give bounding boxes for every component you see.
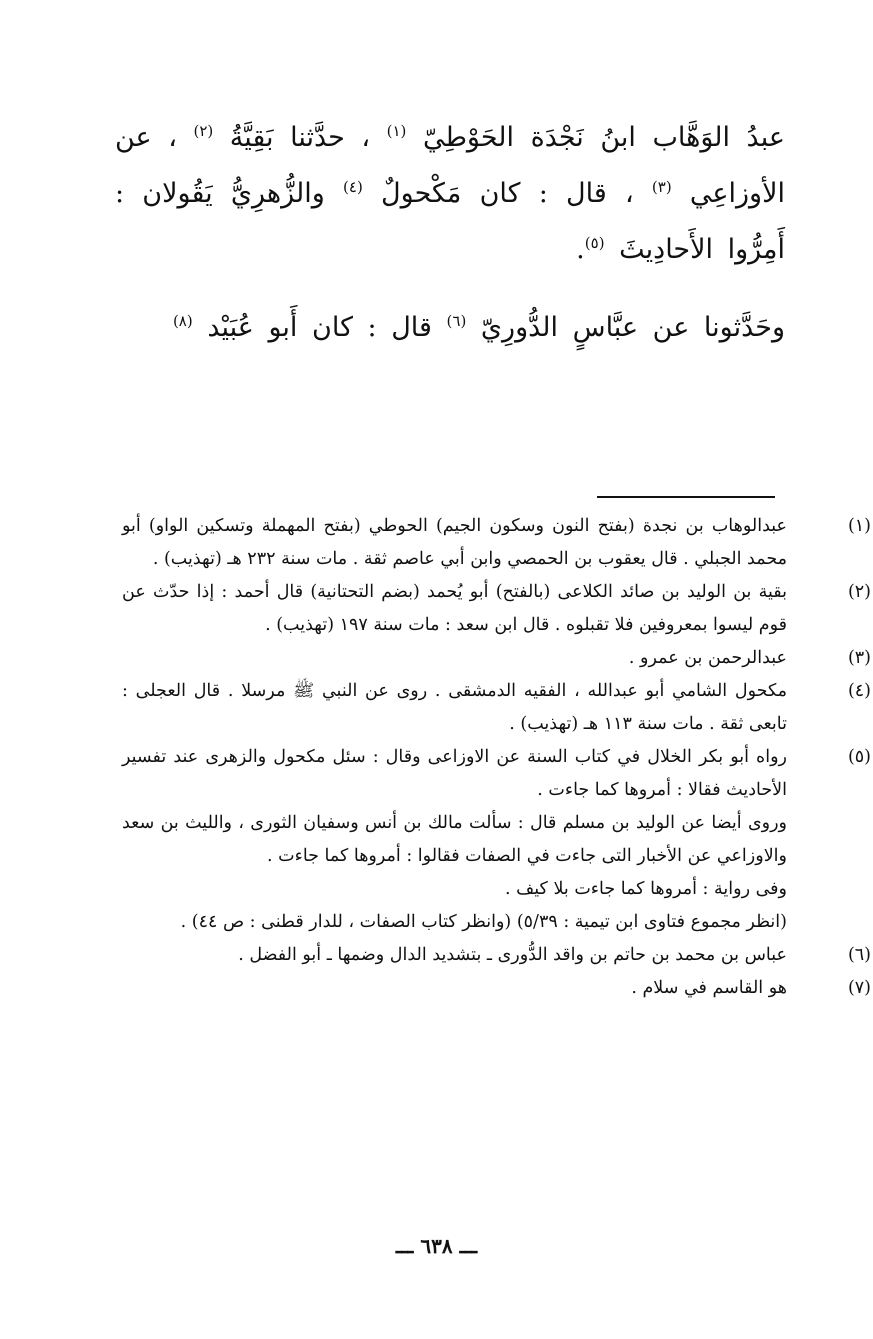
footnote-ref[interactable]: (٣) xyxy=(651,178,672,196)
footnote-text xyxy=(122,741,787,939)
footnote-line: رواه أبو بكر الخلال في كتاب السنة عن الاوزاعى وقال : سئل مكحول والزهرى عند تفسير الأحاديث فقالا : أمروها كما جاءت . xyxy=(122,747,787,800)
footnote-ref[interactable]: (٤) xyxy=(343,178,363,196)
footnote-ref[interactable]: (١) xyxy=(386,122,407,140)
footnote-text: عبدالوهاب بن نجدة (بفتح النون وسكون الجيم) الحوطي (بفتح المهملة وتسكين الواو) أبو محمد الجبلي . قال يعقوب بن الحمصي وابن أبي عاصم ثقة . مات سنة ٢٣٢ هـ (تهذيب) . xyxy=(122,516,787,569)
footnote-text: مكحول الشامي أبو عبدالله ، الفقيه الدمشقى . روى عن النبي ﷺ مرسلا . قال العجلى : تابعى ثقة . مات سنة ١١٣ هـ (تهذيب) . xyxy=(122,681,787,734)
main-paragraph-1 xyxy=(115,110,785,278)
footnote-text: عبدالرحمن بن عمرو . xyxy=(628,648,787,668)
footnote-ref[interactable]: (٥) xyxy=(584,234,605,252)
footnote-number: (١) xyxy=(847,516,871,536)
footnote-6 xyxy=(122,939,871,972)
text-segment: ، قال : كان مَكْحولٌ xyxy=(381,178,634,209)
footnote-line: (انظر مجموع فتاوى ابن تيمية : ٥/٣٩) (وانظر كتاب الصفات ، للدار قطنى : ص ٤٤) . xyxy=(180,912,787,932)
footnote-ref[interactable]: (٢) xyxy=(193,122,214,140)
footnote-ref[interactable]: (٨) xyxy=(172,312,193,330)
text-segment: قال : كان أَبو عُبَيْد xyxy=(207,312,432,343)
footnote-line: وروى أيضا عن الوليد بن مسلم قال : سألت مالك بن أنس وسفيان الثورى ، والليث بن سعد والاوزاعي عن الأخبار التى جاءت في الصفات فقالوا : أمروها كما جاءت . xyxy=(122,813,787,866)
footnote-5 xyxy=(122,741,871,939)
footnote-ref[interactable]: (٦) xyxy=(446,312,467,330)
footnote-7 xyxy=(122,972,871,1005)
footnote-number: (٧) xyxy=(847,978,871,998)
footnote-3 xyxy=(122,642,871,675)
footnote-number: (٦) xyxy=(847,945,871,965)
footnote-line: وفى رواية : أمروها كما جاءت بلا كيف . xyxy=(505,879,787,899)
footnote-number: (٢) xyxy=(847,582,871,602)
text-segment: والزُّهرِيُّ يَقُولان : أَمِرُّوا الأَحادِيثَ xyxy=(115,178,785,265)
footnote-4 xyxy=(122,675,871,741)
main-text xyxy=(115,110,785,356)
text-segment: . xyxy=(576,234,585,265)
footnote-text: عباس بن محمد بن حاتم بن واقد الدُّورى ـ بتشديد الدال وضمها ـ أبو الفضل . xyxy=(238,945,787,965)
footnote-separator xyxy=(597,496,775,498)
footnote-text: بقية بن الوليد بن صائد الكلاعى (بالفتح) أبو يُحمد (بضم التحتانية) قال أحمد : إذا حدّث عن قوم ليسوا بمعروفين فلا تقبلوه . قال ابن سعد : مات سنة ١٩٧ (تهذيب) . xyxy=(122,582,787,635)
footnote-1 xyxy=(122,510,871,576)
text-segment: وحَدَّثونا عن عبَّاسٍ الدُّورِيّ xyxy=(480,312,785,343)
footnote-number: (٥) xyxy=(847,747,871,767)
text-segment: ، عن الأوزاعِي xyxy=(115,122,785,209)
text-segment: عبدُ الوَهَّاب ابنُ نَجْدَة الحَوْطِيّ xyxy=(422,122,785,153)
footnote-text: هو القاسم في سلام . xyxy=(631,978,787,998)
text-segment: ، حدَّثنا بَقِيَّةُ xyxy=(229,122,371,153)
footnote-number: (٤) xyxy=(847,681,871,701)
main-paragraph-2 xyxy=(115,300,785,356)
page-number: ـــ ٦٣٨ ـــ xyxy=(395,1234,478,1258)
footnote-number: (٣) xyxy=(847,648,871,668)
footnote-2 xyxy=(122,576,871,642)
footnotes xyxy=(122,510,871,1005)
